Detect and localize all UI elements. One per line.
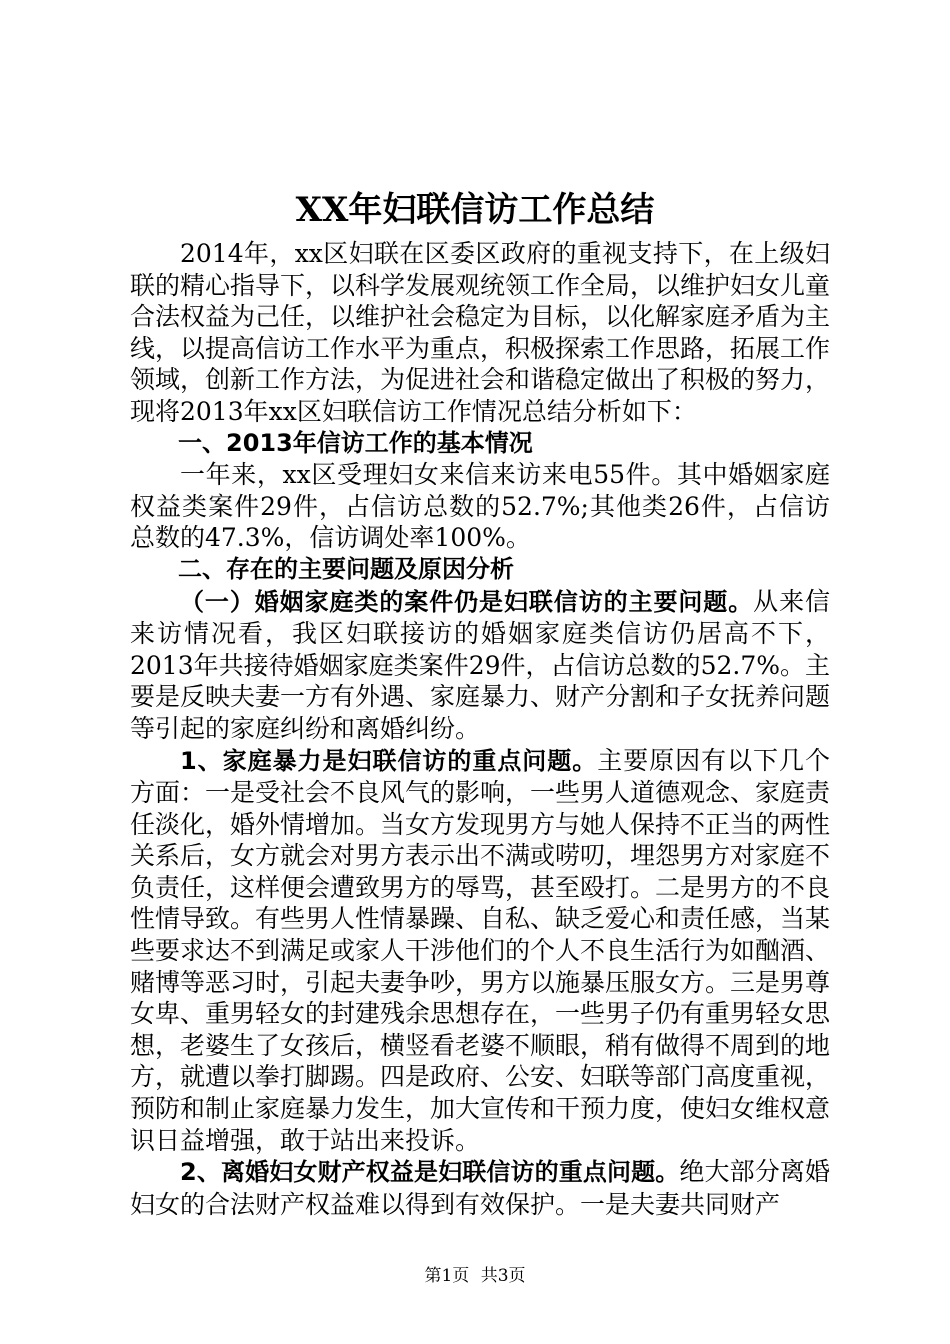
paragraph-rest: 主要原因有以下几个方面：一是受社会不良风气的影响，一些男人道德观念、家庭责任淡化，婚外情增加。当女方发现男方与她人保持不正当的两性关系后，女方就会对男方表示出不满或唠叨，埋怨男方对家庭不负责任，这样便会遭致男方的辱骂，甚至殴打。二是男方的不良性情导致。有些男人性情暴躁、自私、缺乏爱心和责任感，当某些要求达不到满足或家人干涉他们的个人不良生活行为如酗酒、赌博等恶习时，引起夫妻争吵，男方以施暴压服女方。三是男尊女卑、重男轻女的封建残余思想存在，一些男子仍有重男轻女思想，老婆生了女孩后，横竖看老婆不顺眼，稍有做得不周到的地方，就遭以拳打脚踢。四是政府、公安、妇联等部门高度重视，预防和制止家庭暴力发生，加大宣传和干预力度，使妇女维权意识日益增强，敢于站出来投诉。 xyxy=(130,745,831,1155)
document-title: XX年妇联信访工作总结 xyxy=(295,190,655,230)
paragraph-marriage-cases xyxy=(130,586,830,745)
paragraph-rest: 绝大部分离婚妇女的合法财产权益难以得到有效保护。一是夫妻共同财产 xyxy=(130,1157,830,1219)
paragraph-basic-situation: 一年来，xx区受理妇女来信来访来电55件。其中婚姻家庭权益类案件29件，占信访总数的52.7%;其他类26件，占信访总数的47.3%，信访调处率100%。 xyxy=(130,460,830,553)
paragraph-rest: 从来信来访情况看，我区妇联接访的婚姻家庭类信访仍居高不下，2013年共接待婚姻家庭类案件29件，占信访总数的52.7%。主要是反映夫妻一方有外遇、家庭暴力、财产分割和子女抚养问题等引起的家庭纠纷和离婚纠纷。 xyxy=(130,586,831,743)
paragraph-lead: （一）婚姻家庭类的案件仍是妇联信访的主要问题。 xyxy=(180,587,754,616)
section-heading-1: 一、2013年信访工作的基本情况 xyxy=(178,428,533,457)
paragraph-property-rights xyxy=(130,1156,830,1220)
page-footer xyxy=(0,1264,950,1288)
document-body xyxy=(130,238,830,1220)
page-total: 共3页 xyxy=(480,1266,526,1286)
paragraph-lead: 1、家庭暴力是妇联信访的重点问题。 xyxy=(180,746,598,775)
section-heading-2: 二、存在的主要问题及原因分析 xyxy=(178,554,514,583)
paragraph-lead: 2、离婚妇女财产权益是妇联信访的重点问题。 xyxy=(180,1158,680,1187)
page-number: 第1页 xyxy=(424,1266,470,1286)
paragraph-domestic-violence xyxy=(130,745,830,1157)
paragraph-intro: 2014年，xx区妇联在区委区政府的重视支持下，在上级妇联的精心指导下，以科学发展观统领工作全局，以维护妇女儿童合法权益为己任，以维护社会稳定为目标，以化解家庭矛盾为主线，以提高信访工作水平为重点，积极探索工作思路，拓展工作领域，创新工作方法，为促进社会和谐稳定做出了积极的努力，现将2013年xx区妇联信访工作情况总结分析如下： xyxy=(130,239,831,426)
